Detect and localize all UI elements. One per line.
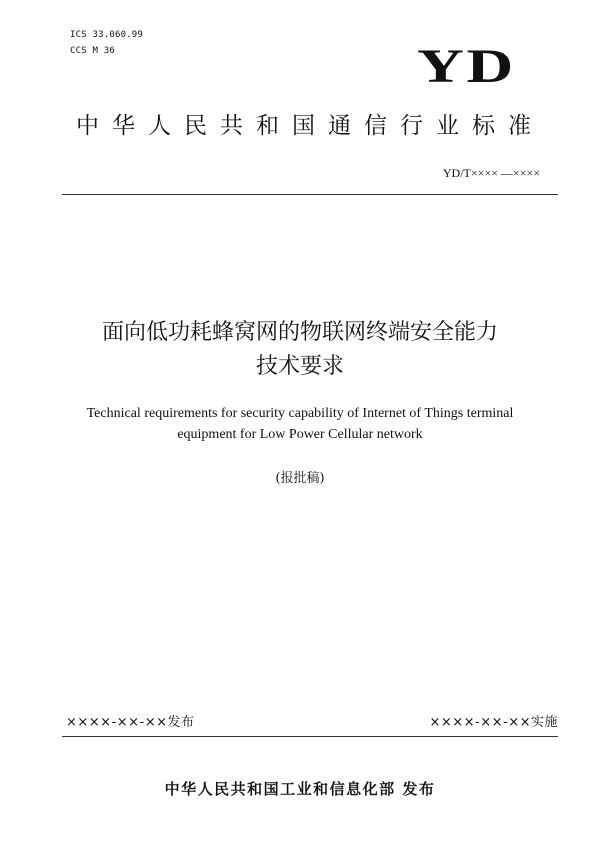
ccs-code: CCS M 36	[70, 46, 115, 56]
issuing-authority: 中华人民共和国工业和信息化部 发布	[164, 780, 436, 798]
standard-type-heading: 中华人民共和国通信行业标准	[76, 113, 544, 139]
top-divider	[62, 194, 558, 195]
english-title-line-1: Technical requirements for security capability of Internet of Things terminal	[86, 406, 514, 421]
chinese-title-line-2: 技术要求	[255, 354, 344, 379]
chinese-title-line-1: 面向低功耗蜂窝网的物联网终端安全能力	[101, 320, 498, 345]
english-title-line-2: equipment for Low Power Cellular network	[177, 427, 423, 442]
standard-number: YD/T×××× —××××	[442, 166, 540, 180]
draft-status: (报批稿)	[275, 471, 325, 486]
issue-date: ××××-××-××发布	[66, 715, 195, 730]
yd-logo: YD	[416, 40, 516, 93]
implementation-date: ××××-××-××实施	[429, 715, 558, 730]
bottom-divider	[62, 736, 558, 737]
ics-code: ICS 33.060.99	[70, 30, 144, 40]
